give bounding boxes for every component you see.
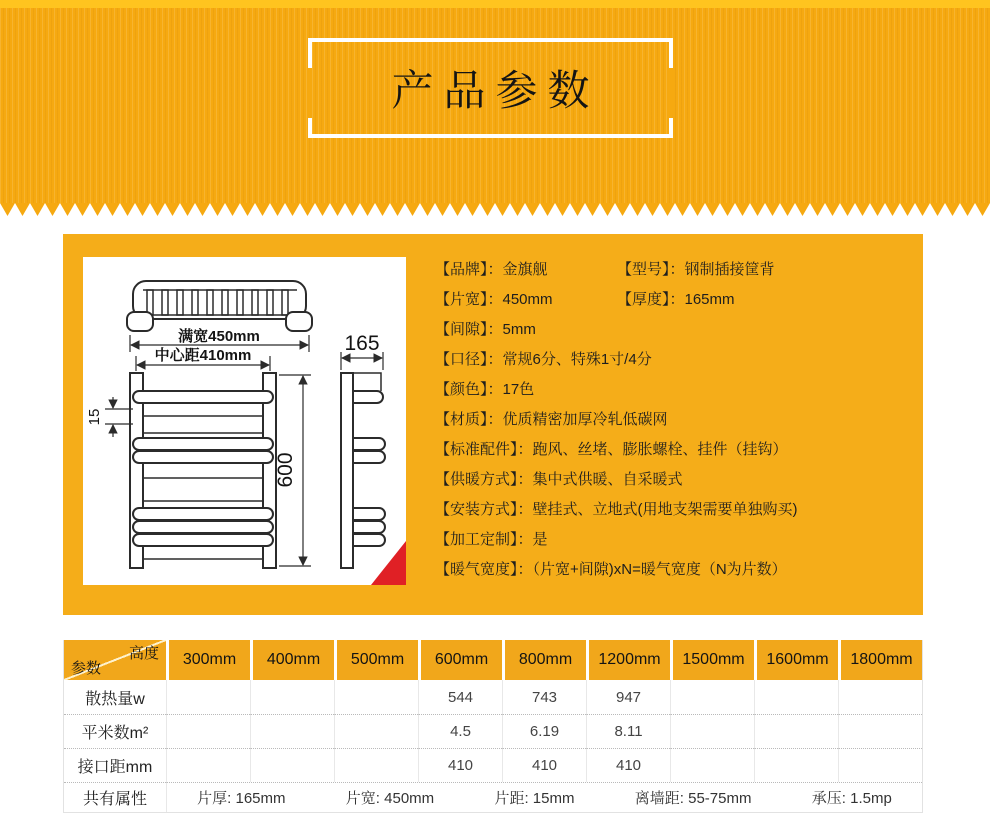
- sqm-1200: 8.11: [586, 714, 670, 748]
- dim-center-distance-label: 中心距410mm: [154, 347, 252, 364]
- spec-line-brand-model: [435, 255, 913, 285]
- spec-line-install-mode: 【安装方式】：壁挂式、立地式(用地支架需要单独购买): [435, 501, 798, 518]
- spec-brand: 【品牌】：金旗舰: [435, 261, 548, 278]
- header-cell-800mm: 800mm: [502, 640, 586, 680]
- sqm-400: [250, 714, 334, 748]
- dim-gap-label: 15: [86, 408, 103, 426]
- sqm-300: [166, 714, 250, 748]
- red-corner-accent: [371, 541, 406, 585]
- heat-output-1600: [754, 680, 838, 714]
- header-cell-1600mm: 1600mm: [754, 640, 838, 680]
- title-box: [308, 38, 673, 138]
- common-piece-distance: 片距: 15mm: [494, 790, 575, 807]
- conn-1500: [670, 748, 754, 782]
- header-cell-1200mm: 1200mm: [586, 640, 670, 680]
- top-banner: [0, 0, 990, 203]
- parameter-table: [63, 640, 923, 813]
- spec-line-caliber: 【口径】：常规6分、特殊1寸/4分: [435, 351, 652, 368]
- product-diagram: [83, 257, 406, 585]
- row-label-heat-output: 散热量w: [64, 680, 166, 714]
- spec-model: 【型号】：钢制插接筐背: [617, 261, 775, 278]
- dim-depth-label: 165: [344, 332, 380, 355]
- conn-400: [250, 748, 334, 782]
- spec-line-width-depth: [435, 285, 913, 315]
- page-title: 产品参数: [391, 67, 600, 114]
- common-piece-thickness: 片厚: 165mm: [197, 790, 286, 807]
- spec-thickness: 【厚度】：165mm: [617, 291, 735, 308]
- sqm-500: [334, 714, 418, 748]
- conn-500: [334, 748, 418, 782]
- spec-line-accessories: 【标准配件】：跑风、丝堵、膨胀螺栓、挂件（挂钩）: [435, 441, 788, 458]
- title-box-right-gap: [669, 68, 673, 118]
- common-pressure: 承压: 1.5mp: [811, 790, 892, 807]
- heat-output-1800: [838, 680, 922, 714]
- heat-output-1200: 947: [586, 680, 670, 714]
- header-cell-300mm: 300mm: [166, 640, 250, 680]
- spec-line-heating-mode: 【供暖方式】：集中式供暖、自采暖式: [435, 471, 683, 488]
- dim-full-width-label: 满宽450mm: [178, 328, 260, 345]
- sqm-1800: [838, 714, 922, 748]
- common-wall-distance: 离墙距: 55-75mm: [634, 790, 752, 807]
- sqm-600: 4.5: [418, 714, 502, 748]
- spec-piece-width: 【片宽】：450mm: [435, 291, 553, 308]
- common-piece-width: 片宽: 450mm: [345, 790, 435, 807]
- spec-line-material: 【材质】：优质精密加厚冷轧低碳网: [435, 411, 668, 428]
- header-cell-1800mm: 1800mm: [838, 640, 922, 680]
- conn-1600: [754, 748, 838, 782]
- heat-output-800: 743: [502, 680, 586, 714]
- dim-height-label: 600: [274, 452, 297, 488]
- conn-1200: 410: [586, 748, 670, 782]
- header-cell-600mm: 600mm: [418, 640, 502, 680]
- spec-line-color: 【颜色】：17色: [435, 381, 535, 398]
- table-corner-cell: [64, 640, 166, 680]
- corner-height-label: 高度: [128, 645, 159, 662]
- sqm-1600: [754, 714, 838, 748]
- heat-output-500: [334, 680, 418, 714]
- conn-1800: [838, 748, 922, 782]
- common-attributes-row: [166, 782, 922, 812]
- diagram-svg: [83, 257, 406, 585]
- header-cell-500mm: 500mm: [334, 640, 418, 680]
- heat-output-1500: [670, 680, 754, 714]
- heat-output-300: [166, 680, 250, 714]
- zigzag-edge: [0, 203, 990, 216]
- row-label-connector-distance: 接口距mm: [64, 748, 166, 782]
- header-cell-1500mm: 1500mm: [670, 640, 754, 680]
- title-box-left-gap: [308, 68, 312, 118]
- header-cell-400mm: 400mm: [250, 640, 334, 680]
- row-label-common-attributes: 共有属性: [64, 782, 166, 812]
- conn-300: [166, 748, 250, 782]
- spec-line-gap: 【间隙】：5mm: [435, 321, 536, 338]
- conn-800: 410: [502, 748, 586, 782]
- product-card: [63, 234, 923, 615]
- sqm-1500: [670, 714, 754, 748]
- conn-600: 410: [418, 748, 502, 782]
- sqm-800: 6.19: [502, 714, 586, 748]
- spec-line-customization: 【加工定制】：是: [435, 531, 548, 548]
- spec-list: [435, 255, 913, 585]
- heat-output-400: [250, 680, 334, 714]
- banner-highlight-strip: [0, 0, 990, 8]
- spec-line-radiator-width: 【暖气宽度】：（片宽+间隙)xN=暖气宽度（N为片数）: [435, 561, 787, 578]
- row-label-square-meters: 平米数m²: [64, 714, 166, 748]
- heat-output-600: 544: [418, 680, 502, 714]
- corner-param-label: 参数: [71, 660, 102, 677]
